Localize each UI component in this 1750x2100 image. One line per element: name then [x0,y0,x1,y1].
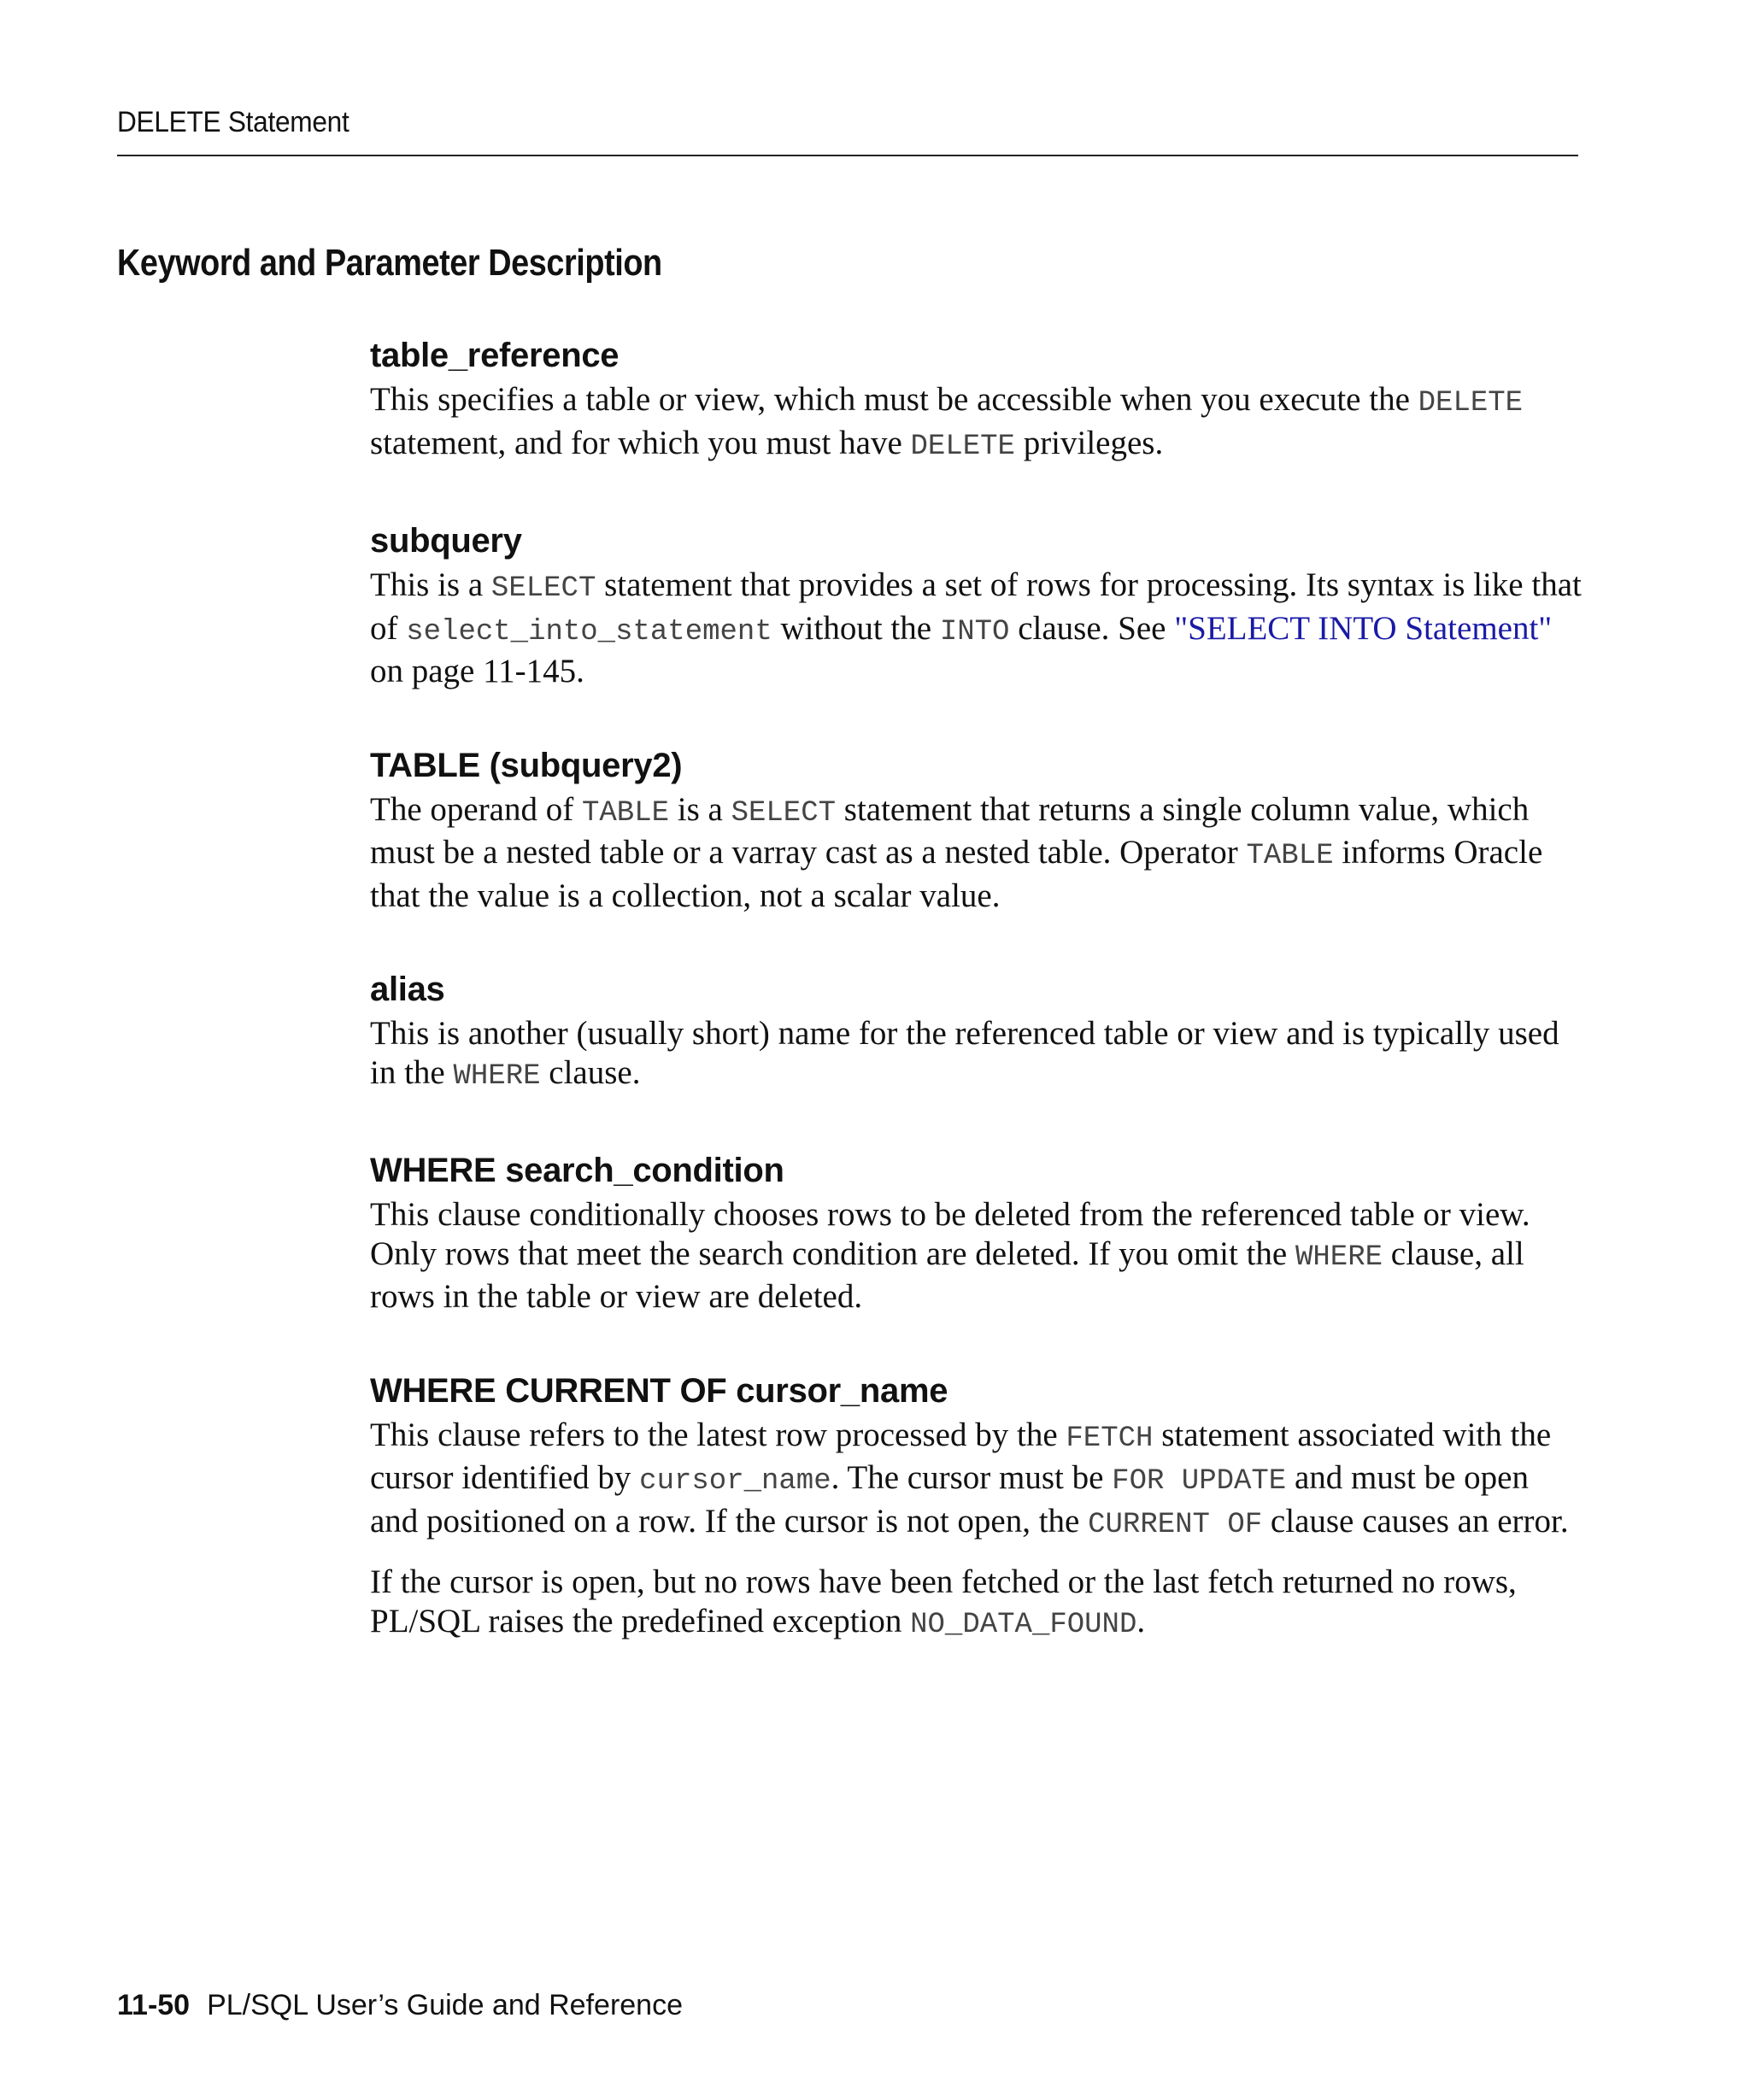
term-description-continued [370,1560,1583,1645]
running-header: DELETE Statement [117,106,349,138]
desc-text: . [1136,1602,1146,1640]
desc-text: is a [677,790,723,828]
term-description [370,1413,1583,1546]
entry-where-current-of [370,1369,1583,1645]
term-description [370,378,1583,466]
page-footer [117,1989,683,2022]
code-keyword: CURRENT OF [1088,1508,1263,1541]
code-keyword: WHERE [453,1059,541,1093]
desc-text: The operand of [370,790,574,828]
term-description [370,1012,1583,1096]
term-heading: subquery [370,522,522,560]
term-heading: table_reference [370,337,620,374]
desc-text: . The cursor must be [831,1459,1104,1496]
select-into-statement-link[interactable]: "SELECT INTO Statement" [1174,609,1553,647]
desc-text: clause causes an error. [1270,1502,1569,1540]
desc-text: clause. [549,1053,641,1091]
parameter-list [370,333,1583,1645]
desc-text: statement associated with the cursor identified by [370,1416,1552,1496]
desc-text: If the cursor is open, but no rows have been fetched or the last fetch returned no rows, PL/SQL raises the predefined exception [370,1563,1517,1640]
book-title: PL/SQL User’s Guide and Reference [207,1989,683,2021]
page-number: 11-50 [117,1989,191,2021]
desc-text: clause. See [1018,609,1166,647]
term-heading: TABLE (subquery2) [370,746,683,784]
code-keyword: INTO [939,615,1010,648]
desc-text: statement that provides a set of rows for processing. Its syntax is like that of [370,566,1582,647]
desc-text: This clause refers to the latest row processed by the [370,1416,1058,1453]
desc-text: statement, and for which you must have [370,424,902,461]
code-keyword: TABLE [581,796,670,830]
term-description [370,1193,1583,1317]
code-keyword: FOR UPDATE [1112,1465,1287,1498]
code-keyword: DELETE [1418,387,1524,419]
term-heading: WHERE search_condition [370,1152,784,1189]
entry-alias [370,967,1583,1096]
header-rule [117,155,1578,156]
section-title: Keyword and Parameter Description [117,242,662,284]
term-heading: WHERE CURRENT OF cursor_name [370,1371,948,1410]
desc-text: without the [780,609,932,647]
desc-text: clause, all rows in the table or view are deleted. [370,1235,1524,1315]
desc-text: and must be open and positioned on a row. If the cursor is not open, the [370,1459,1529,1540]
desc-text: This specifies a table or view, which must be accessible when you execute the [370,381,1410,418]
entry-subquery [370,519,1583,691]
code-keyword: select_into_statement [406,615,772,648]
entry-table-reference [370,333,1583,466]
desc-text: informs Oracle that the value is a collection, not a scalar value. [370,834,1543,914]
desc-text: This clause conditionally chooses rows to be deleted from the referenced table or view. Only rows that meet the search condition are deleted. If you omit the [370,1196,1530,1272]
code-keyword: SELECT [490,572,596,605]
term-heading: alias [370,971,445,1008]
desc-text: privileges. [1023,424,1164,461]
desc-text: This is another (usually short) name for the referenced table or view and is typically used in the [370,1015,1559,1091]
code-keyword: DELETE [910,430,1015,463]
code-keyword: FETCH [1066,1422,1154,1455]
code-keyword: NO_DATA_FOUND [910,1608,1137,1641]
code-keyword: WHERE [1295,1241,1383,1274]
term-description [370,788,1583,916]
entry-table-subquery2 [370,743,1583,916]
term-description [370,563,1583,691]
desc-text: This is a [370,566,484,603]
code-keyword: cursor_name [639,1465,831,1498]
desc-text: statement that returns a single column value, which must be a nested table or a varray cast as a nested table. Operator [370,790,1530,871]
code-keyword: TABLE [1246,840,1334,872]
code-keyword: SELECT [731,796,837,830]
desc-text: on page 11-145. [370,653,584,689]
entry-where-search-condition [370,1148,1583,1317]
